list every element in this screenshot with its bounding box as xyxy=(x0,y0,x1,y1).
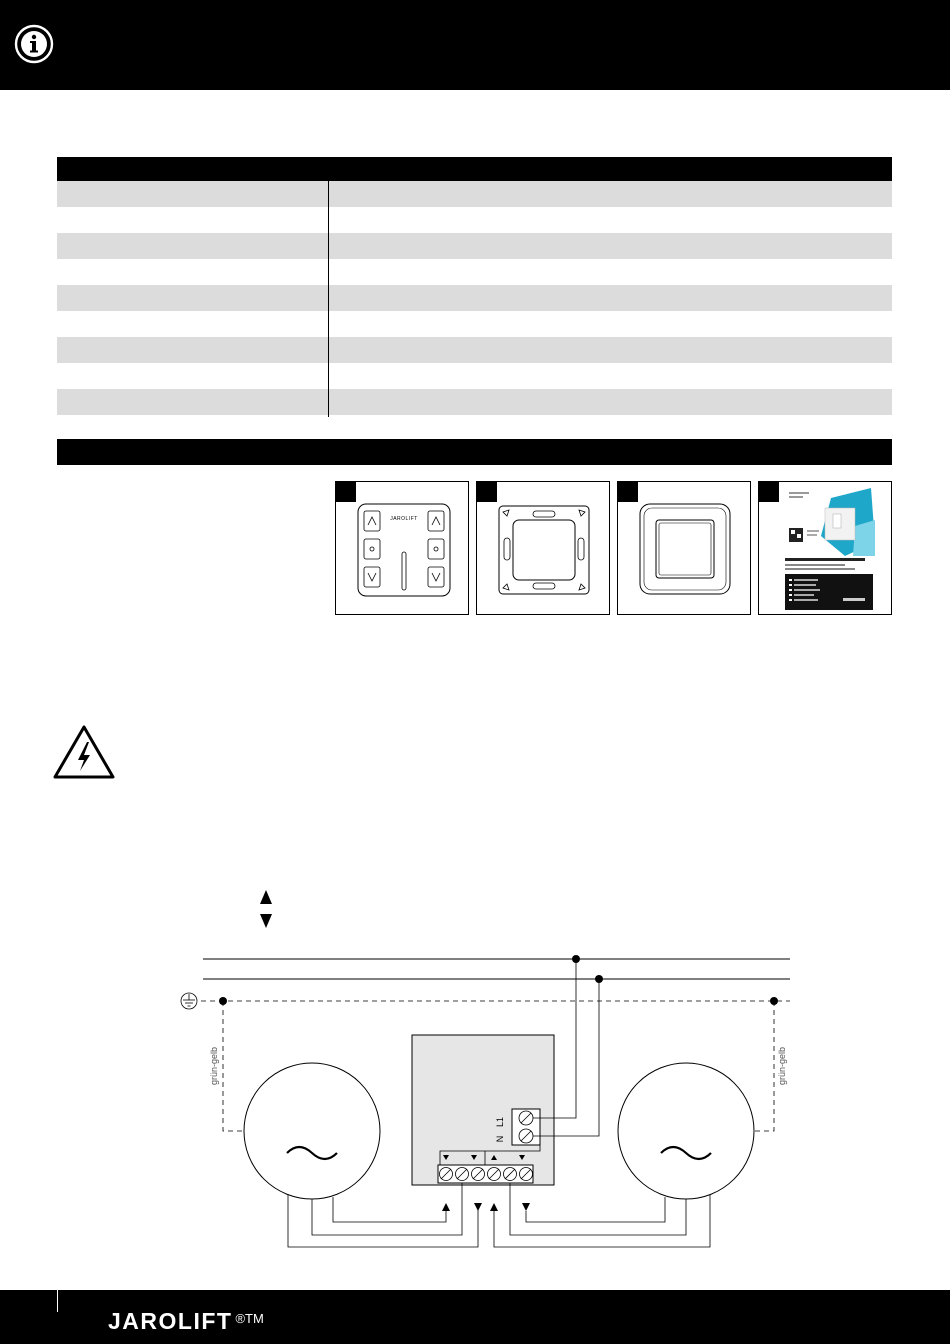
table-row xyxy=(57,285,892,311)
table-row xyxy=(57,259,892,285)
panel-mounting-frame xyxy=(476,481,610,615)
cable-label-left: grün-gelb xyxy=(209,1046,219,1085)
table-row xyxy=(57,389,892,415)
up-down-arrows-icon xyxy=(256,888,276,930)
cover-frame-drawing xyxy=(618,482,751,615)
brand-logo xyxy=(108,1306,264,1334)
wiring-diagram xyxy=(165,945,805,1255)
ground-cable-left xyxy=(223,1001,245,1131)
table-row xyxy=(57,311,892,337)
panel-manual-booklet xyxy=(758,481,892,615)
terminal-l1-label: L1 xyxy=(495,1116,505,1128)
brand-logo-text: JAROLIFT xyxy=(108,1308,233,1334)
brand-logo-marks: ®TM xyxy=(235,1311,264,1326)
mounting-frame-drawing xyxy=(477,482,610,615)
table-row xyxy=(57,181,892,207)
info-icon xyxy=(14,24,54,64)
footer-rule xyxy=(57,1290,58,1312)
manual-booklet-drawing xyxy=(759,482,892,615)
header-bar xyxy=(0,0,950,90)
switch-logo-mark: JAROLIFT xyxy=(390,516,418,522)
scope-section-bar xyxy=(57,439,892,465)
motor-right xyxy=(618,1063,754,1199)
table-row xyxy=(57,363,892,389)
switch-front-drawing xyxy=(336,482,469,615)
terminal-n-label: N xyxy=(495,1135,505,1143)
motor-left xyxy=(244,1063,380,1199)
ground-symbol-icon xyxy=(181,993,197,1009)
panel-switch-front xyxy=(335,481,469,615)
table-row xyxy=(57,337,892,363)
spec-table-header xyxy=(57,157,892,181)
control-device xyxy=(412,1035,554,1185)
table-row xyxy=(57,233,892,259)
table-column-divider xyxy=(328,181,329,417)
ground-cable-right xyxy=(753,1001,774,1131)
table-row xyxy=(57,207,892,233)
high-voltage-warning-icon xyxy=(52,724,116,780)
cable-label-right: grün-gelb xyxy=(777,1046,787,1085)
spec-table xyxy=(57,181,892,415)
panel-cover-frame xyxy=(617,481,751,615)
